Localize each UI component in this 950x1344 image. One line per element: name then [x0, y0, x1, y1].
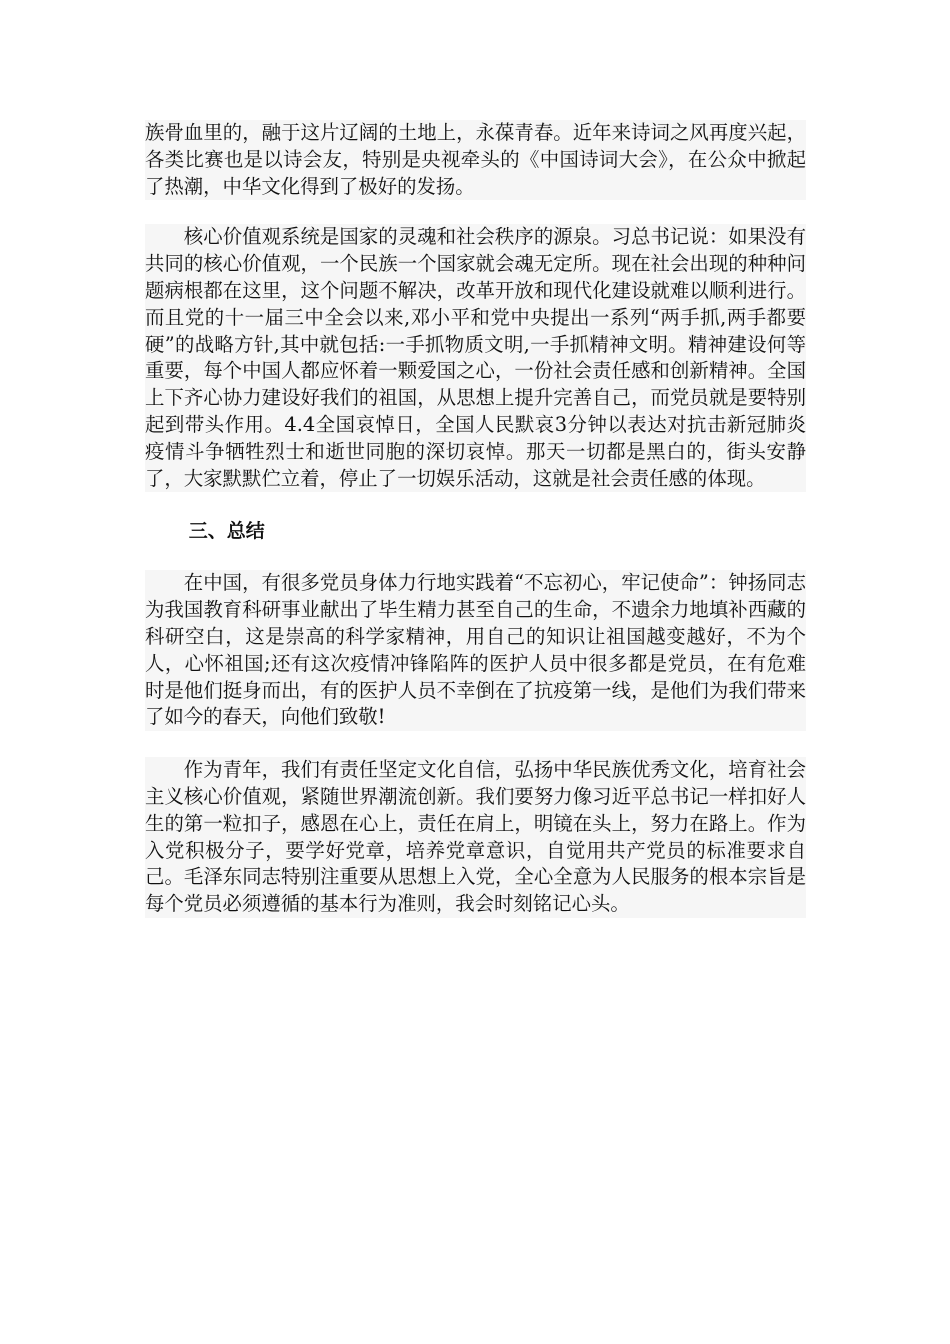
document-body	[145, 120, 806, 918]
paragraph-intro-continuation: 族骨血里的，融于这片辽阔的土地上，永葆青春。近年来诗词之风再度兴起，各类比赛也是以诗会友，特别是央视牵头的《中国诗词大会》，在公众中掀起了热潮，中华文化得到了极好的发扬。	[145, 120, 806, 200]
paragraph-youth-responsibility: 作为青年，我们有责任坚定文化自信，弘扬中华民族优秀文化，培育社会主义核心价值观，紧随世界潮流创新。我们要努力像习近平总书记一样扣好人生的第一粒扣子，感恩在心上，责任在肩上，明镜在头上，努力在路上。作为入党积极分子，要学好党章，培养党章意识，自觉用共产党员的标准要求自己。毛泽东同志特别注重要从思想上入党，全心全意为人民服务的根本宗旨是每个党员必须遵循的基本行为准则，我会时刻铭记心头。	[145, 757, 806, 918]
paragraph-core-values: 核心价值观系统是国家的灵魂和社会秩序的源泉。习总书记说：如果没有共同的核心价值观，一个民族一个国家就会魂无定所。现在社会出现的种种问题病根都在这里，这个问题不解决，改革开放和现代化建设就难以顺利进行。而且党的十一届三中全会以来,邓小平和党中央提出一系列“两手抓,两手都要硬”的战略方针,其中就包括:一手抓物质文明,一手抓精神文明。精神建设何等重要，每个中国人都应怀着一颗爱国之心，一份社会责任感和创新精神。全国上下齐心协力建设好我们的祖国，从思想上提升完善自己，而党员就是要特别起到带头作用。4.4全国哀悼日，全国人民默哀3分钟以表达对抗击新冠肺炎疫情斗争牺牲烈士和逝世同胞的深切哀悼。那天一切都是黑白的，街头安静了，大家默默伫立着，停止了一切娱乐活动，这就是社会责任感的体现。	[145, 224, 806, 492]
paragraph-spacer	[145, 200, 806, 224]
paragraph-spacer	[145, 544, 806, 570]
paragraph-party-members: 在中国，有很多党员身体力行地实践着“不忘初心，牢记使命”：钟扬同志为我国教育科研事业献出了毕生精力甚至自己的生命，不遗余力地填补西藏的科研空白，这是崇高的科学家精神，用自己的知识让祖国越变越好，不为个人，心怀祖国;还有这次疫情冲锋陷阵的医护人员中很多都是党员，在有危难时是他们挺身而出，有的医护人员不幸倒在了抗疫第一线，是他们为我们带来了如今的春天，向他们致敬!	[145, 570, 806, 731]
section-heading-summary: 三、总结	[188, 520, 265, 543]
paragraph-spacer	[145, 731, 806, 757]
paragraph-spacer	[145, 492, 806, 518]
